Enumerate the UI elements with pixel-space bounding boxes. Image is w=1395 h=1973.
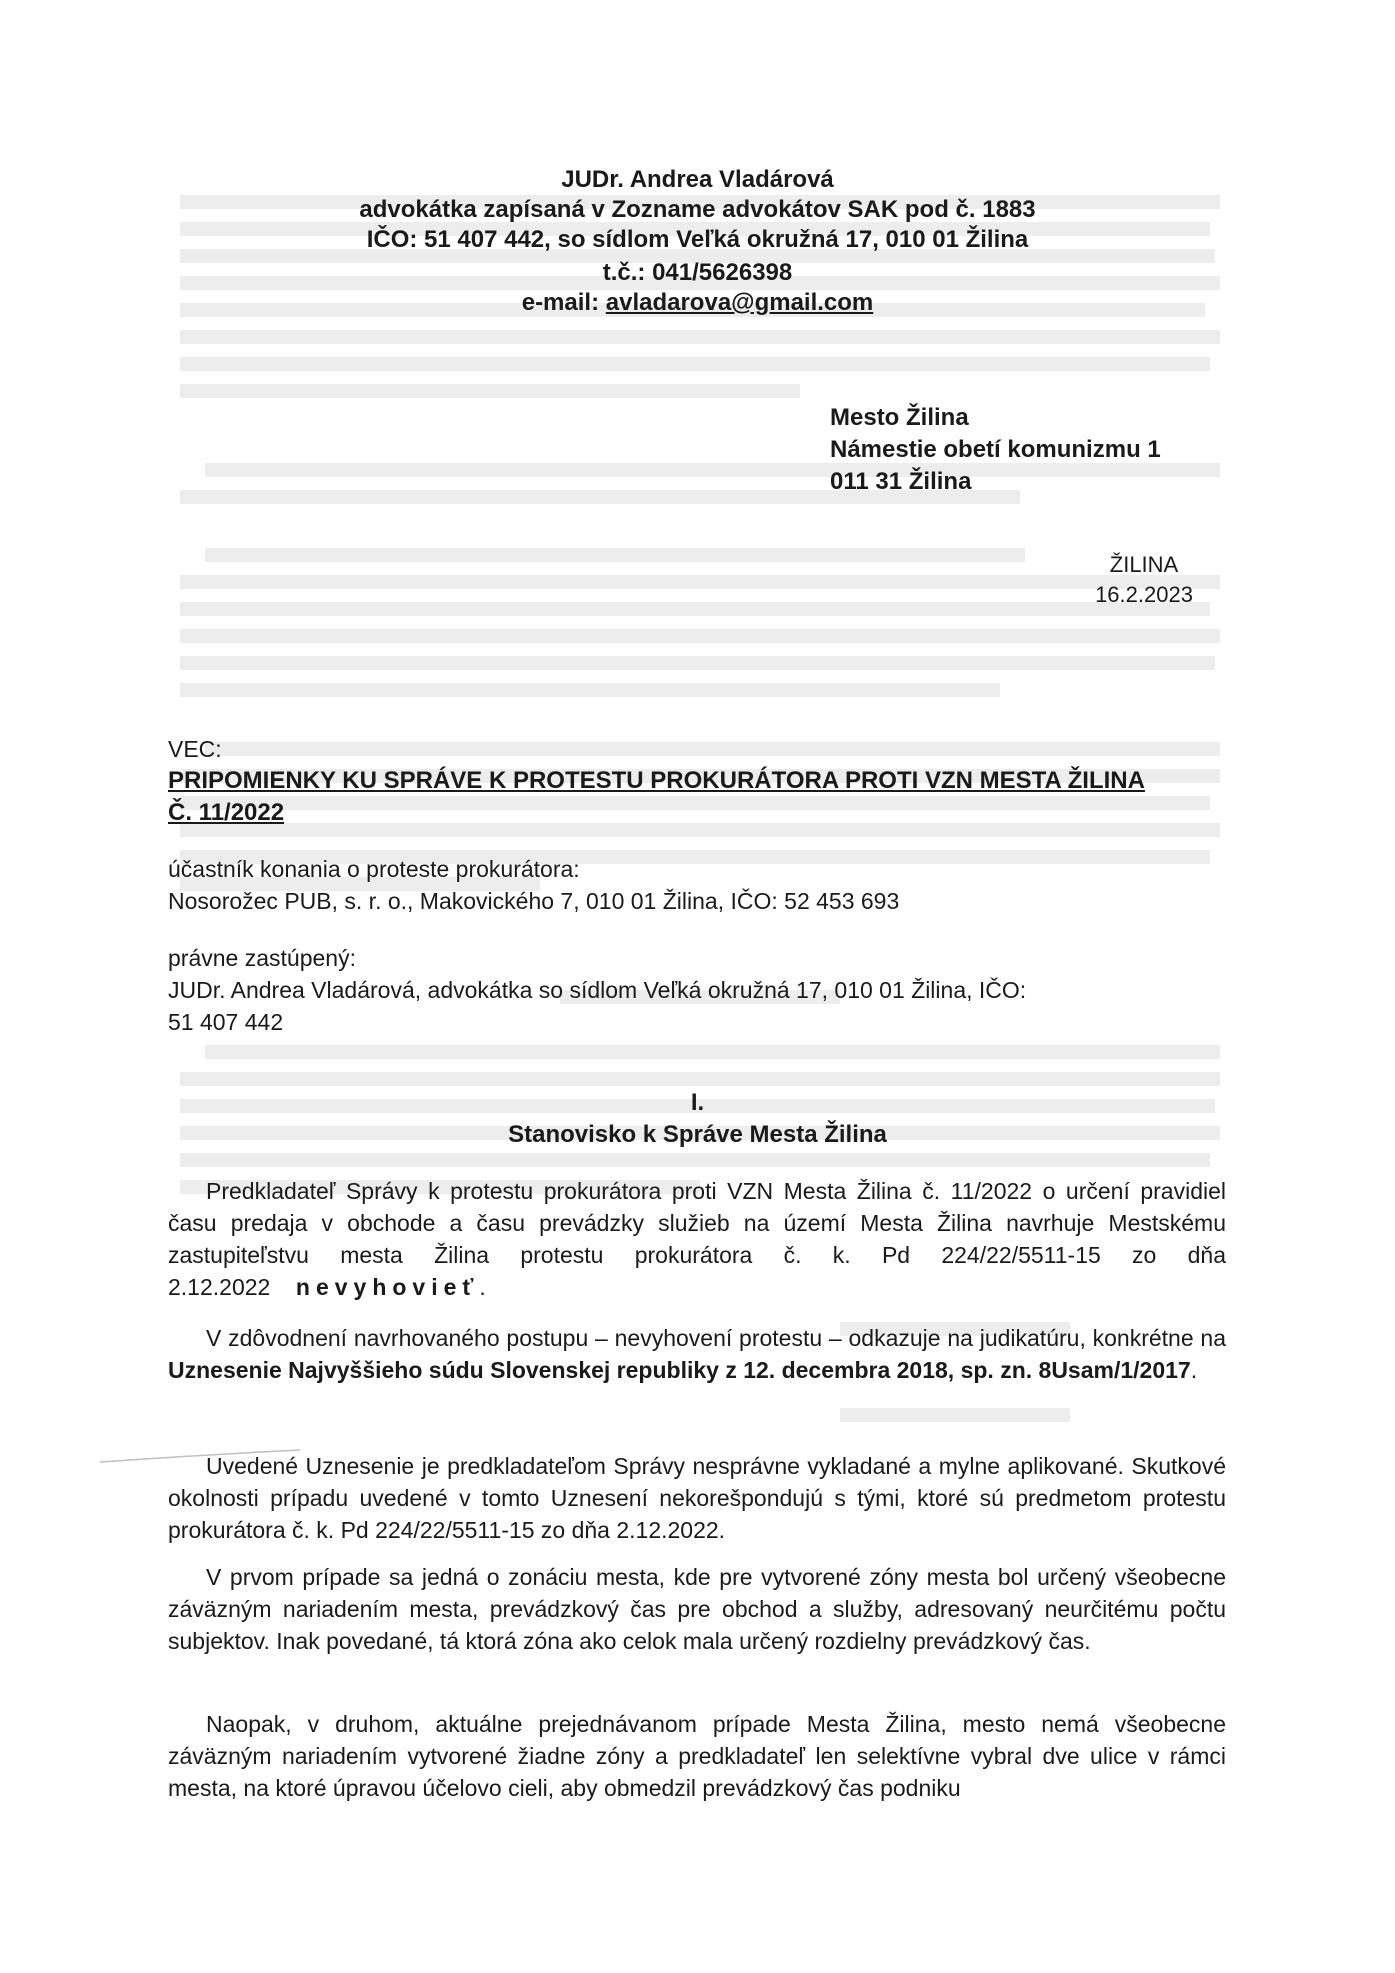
representative-line2: 51 407 442 (168, 1009, 284, 1035)
participant-label: účastník konania o proteste prokurátora: (168, 856, 580, 882)
paragraph-2 (168, 1322, 1226, 1386)
recipient-street: Námestie obetí komunizmu 1 (830, 436, 1161, 463)
subject-label: VEC: (168, 736, 222, 762)
recipient-city: 011 31 Žilina (830, 468, 972, 495)
lawyer-name: JUDr. Andrea Vladárová (561, 166, 834, 193)
place-date (1064, 550, 1224, 610)
section-title: Stanovisko k Správe Mesta Žilina (508, 1121, 887, 1148)
paragraph-2-text: V zdôvodnení navrhovaného postupu – nevyhovení protestu – odkazuje na judikatúru, konkrétne na (206, 1325, 1226, 1351)
subject-block (168, 733, 1226, 829)
subject-title-line2: Č. 11/2022 (168, 799, 285, 826)
paragraph-1-end: . (479, 1274, 486, 1300)
paragraph-1-emphasis: nevyhovieť (295, 1274, 480, 1300)
representative-line1: JUDr. Andrea Vladárová, advokátka so sídlom Veľká okružná 17, 010 01 Žilina, IČO: (168, 977, 1027, 1003)
representative-label: právne zastúpený: (168, 945, 356, 971)
participant-value: Nosorožec PUB, s. r. o., Makovického 7, 010 01 Žilina, IČO: 52 453 693 (168, 888, 900, 914)
recipient-address (830, 402, 1310, 498)
paragraph-2-end: . (1190, 1357, 1198, 1383)
bar-registration: advokátka zapísaná v Zozname advokátov SAK pod č. 1883 (359, 196, 1036, 223)
email-link[interactable]: avladarova@gmail.com (605, 289, 874, 316)
phone-number: t.č.: 041/5626398 (602, 259, 793, 286)
paragraph-2-court-ruling: Uznesenie Najvyššieho súdu Slovenskej republiky z 12. decembra 2018, sp. zn. 8Usam/1/2017 (168, 1357, 1191, 1383)
company-id-address: IČO: 51 407 442, so sídlom Veľká okružná 17, 010 01 Žilina (366, 226, 1029, 253)
paragraph-4: V prvom prípade sa jedná o zonáciu mesta, kde pre vytvorené zóny mesta bol určený všeobecne záväzným nariadením mesta, prevádzkový čas pre obchod a služby, adresovaný neurčitému počtu subjektov. Inak povedané, tá ktorá zóna ako celok mala určený rozdielny prevádzkový čas. (168, 1564, 1226, 1654)
email-line (0, 288, 1395, 318)
date: 16.2.2023 (1095, 582, 1193, 607)
paragraph-3: Uvedené Uznesenie je predkladateľom Správy nesprávne vykladané a mylne aplikované. Skutkové okolnosti prípadu uvedené v tomto Uznesení nekorešpondujú s tými, ktoré sú predmetom protestu prokurátora č. k. Pd 224/22/5511-15 zo dňa 2.12.2022. (168, 1453, 1226, 1543)
participant-block (168, 853, 1226, 917)
paragraph-5: Naopak, v druhom, aktuálne prejednávanom prípade Mesta Žilina, mesto nemá všeobecne záväzným nariadením vytvorené žiadne zóny a predkladateľ len selektívne vybral dve ulice v rámci mesta, na ktoré úpravou účelovo cieli, aby obmedzil prevádzkový čas podniku (168, 1711, 1226, 1801)
recipient-name: Mesto Žilina (830, 404, 969, 431)
paragraph-1 (168, 1175, 1226, 1303)
place: ŽILINA (1109, 552, 1179, 577)
section-number: I. (690, 1089, 705, 1116)
representative-block (168, 942, 1226, 1038)
email-label: e-mail: (521, 289, 606, 316)
paragraph-1-text: Predkladateľ Správy k protestu prokurátora proti VZN Mesta Žilina č. 11/2022 o určení pravidiel času predaja v obchode a času prevádzky služieb na území Mesta Žilina navrhuje Mestskému zastupiteľstvu mesta Žilina protestu prokurátora č. k. Pd 224/22/5511-15 zo dňa 2.12.2022 (168, 1178, 1226, 1300)
subject-title-line1: PRIPOMIENKY KU SPRÁVE K PROTESTU PROKURÁTORA PROTI VZN MESTA ŽILINA (168, 767, 1145, 794)
